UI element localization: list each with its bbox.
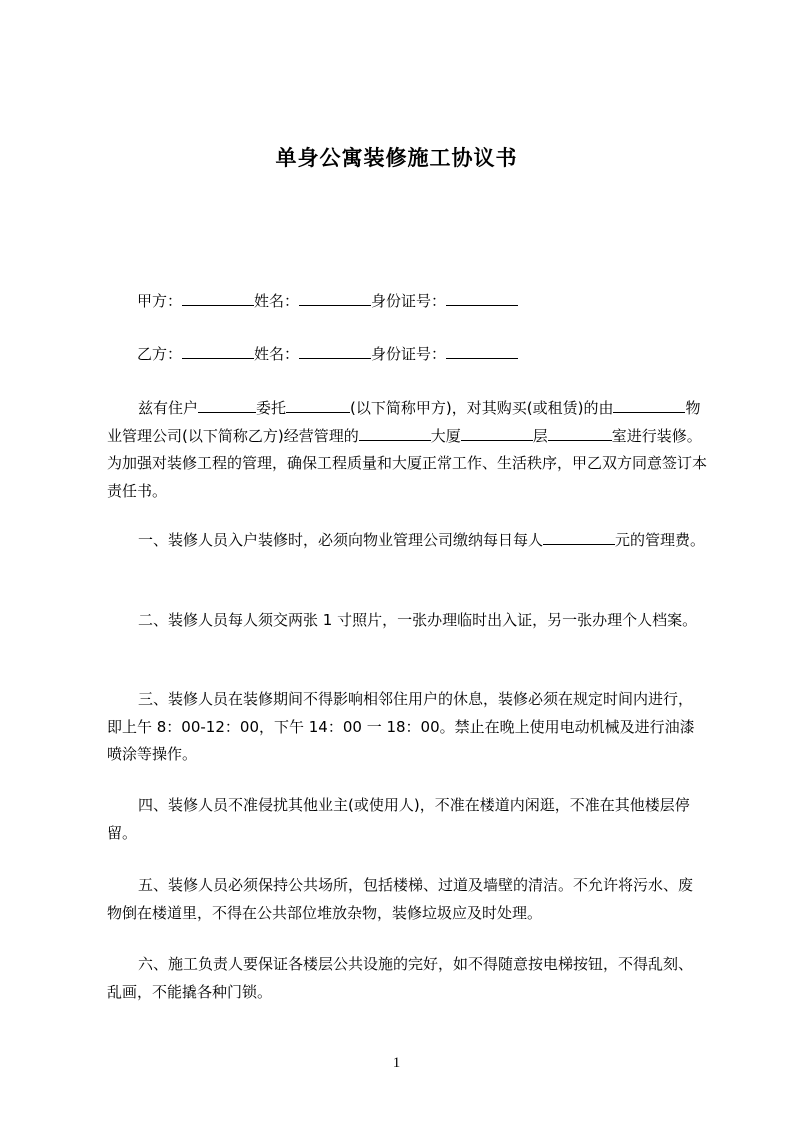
party-a-name-label: 姓名：: [254, 292, 300, 310]
clause-5-text: 五、装修人员必须保持公共场所，包括楼梯、过道及墙壁的清洁。不允许将污水、废物倒在楼道里，不得在公共部位堆放杂物，装修垃圾应及时处理。: [107, 876, 694, 922]
intro-text-1: 兹有住户: [138, 399, 199, 417]
clause-3: [107, 686, 707, 769]
clause-1-text: 一、装修人员入户装修时，必须向物业管理公司缴纳每日每人: [138, 531, 544, 549]
party-b-id-label: 身份证号：: [371, 345, 447, 363]
clause-2: [107, 607, 707, 635]
intro-text-4: 物业管理公司(以下简称乙方)经营管理的: [107, 399, 701, 445]
party-a-label: 甲方：: [137, 292, 183, 310]
clause-6: [107, 951, 707, 1006]
intro-text-6: 层: [532, 426, 548, 445]
document-title: 单身公寓装修施工协议书: [275, 146, 518, 170]
intro-text-2: 委托: [256, 399, 287, 417]
intro-text-7: 室进行装修。为加强对装修工程的管理，确保工程质量和大厦正常工作、生活秩序，甲乙双方同意签订本责任书。: [107, 426, 708, 500]
clause-3-text: 三、装修人员在装修期间不得影响相邻住用户的休息，装修必须在规定时间内进行，即上午 8：00-12：00，下午 14：00 一 18：00。禁止在晚上使用电动机械及进行油漆喷涂等操作。: [107, 690, 695, 763]
party-b-label: 乙方：: [137, 345, 183, 363]
intro-text-5: 大厦: [430, 426, 461, 445]
clause-4: [107, 792, 707, 847]
party-a-id-label: 身份证号：: [371, 292, 447, 310]
intro-text-3: (以下简称甲方)，对其购买(或租赁)的由: [350, 399, 614, 417]
intro-paragraph: [107, 395, 707, 505]
clause-4-text: 四、装修人员不准侵扰其他业主(或使用人)，不准在楼道内闲逛，不准在其他楼层停留。: [107, 796, 690, 842]
party-b-name-label: 姓名：: [254, 345, 300, 363]
clause-1-text-end: 元的管理费。: [615, 531, 706, 549]
party-a-line: [137, 288, 737, 316]
party-b-line: [137, 341, 737, 369]
clause-5: [107, 872, 707, 927]
clause-1: [107, 527, 707, 555]
clause-2-text: 二、装修人员每人须交两张 1 寸照片，一张办理临时出入证，另一张办理个人档案。: [138, 611, 698, 629]
page-number: 1: [392, 1055, 401, 1071]
clause-6-text: 六、施工负责人要保证各楼层公共设施的完好，如不得随意按电梯按钮，不得乱刻、乱画，不能撬各种门锁。: [107, 955, 694, 1001]
